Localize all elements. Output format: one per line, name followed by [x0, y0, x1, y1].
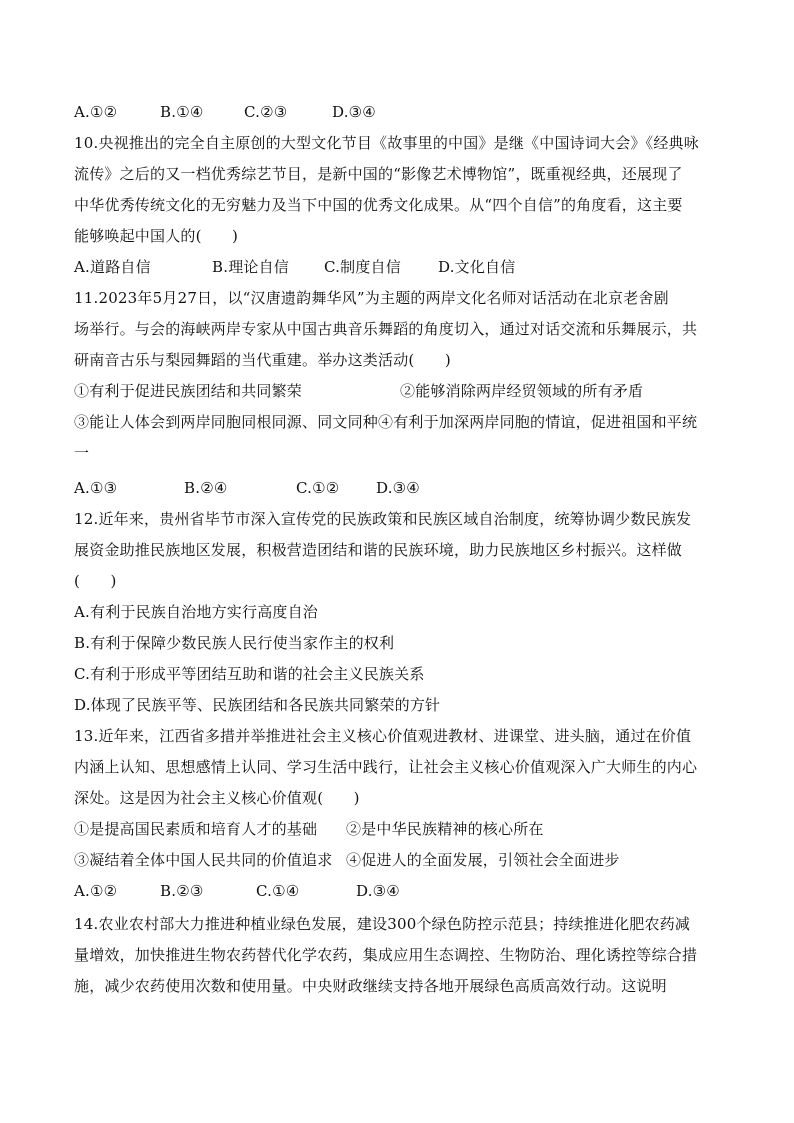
option-a: A.道路自信 [74, 258, 151, 276]
q11-statements-wrap: 一 [74, 444, 90, 462]
q12-stem-line: 12.近年来，贵州省毕节市深入宣传党的民族政策和民族区域自治制度，统筹协调少数民族发 [74, 510, 692, 528]
q10-stem-line: 10.央视推出的完全自主原创的大型文化节目《故事里的中国》是继《中国诗词大会》《经典咏 [74, 134, 699, 152]
q12-option-c: C.有利于形成平等团结互助和谐的社会主义民族关系 [74, 665, 425, 683]
q12-option-a: A.有利于民族自治地方实行高度自治 [74, 603, 319, 621]
option-c: C.制度自信 [324, 258, 401, 276]
option-c: C.②③ [244, 103, 288, 121]
option-a: A.①③ [74, 479, 118, 497]
q12-option-d: D.体现了民族平等、民族团结和各民族共同繁荣的方针 [74, 696, 441, 714]
q13-stem-line: 深处。这是因为社会主义核心价值观( ) [74, 789, 360, 807]
q13-statements-row [74, 850, 724, 870]
q10-stem-line: 中华优秀传统文化的无穷魅力及当下中国的优秀文化成果。从“四个自信”的角度看，这主要 [74, 196, 683, 214]
statement-2: ②是中华民族精神的核心所在 [346, 820, 544, 838]
q11-stem-line: 研南音古乐与梨园舞蹈的当代重建。举办这类活动( ) [74, 351, 451, 369]
option-b: B.②④ [184, 479, 228, 497]
option-a: A.①② [74, 103, 118, 121]
q12-stem-line: 展资金助推民族地区发展，积极营造团结和谐的民族环境，助力民族地区乡村振兴。这样做 [74, 541, 683, 559]
statement-1: ①是提高国民素质和培育人才的基础 [74, 820, 318, 838]
q11-stem-line: 场举行。与会的海峡两岸专家从中国古典音乐舞蹈的角度切入，通过对话交流和乐舞展示，共 [74, 320, 698, 338]
option-c: C.①② [296, 479, 340, 497]
q11-statements-row: ③能让人体会到两岸同胞同根同源、同文同种④有利于加深两岸同胞的情谊，促进祖国和平统 [74, 413, 698, 431]
option-a: A.①② [74, 882, 118, 900]
q11-statements-row [74, 381, 724, 401]
q9-options [74, 102, 724, 122]
q12-option-b: B.有利于保障少数民族人民行使当家作主的权利 [74, 634, 395, 652]
statement-1: ①有利于促进民族团结和共同繁荣 [74, 382, 303, 400]
q14-stem-line: 量增效，加快推进生物农药替代化学农药，集成应用生态调控、生物防治、理化诱控等综合措 [74, 946, 698, 964]
statement-2: ②能够消除两岸经贸领域的所有矛盾 [400, 382, 644, 400]
q13-options [74, 881, 724, 901]
option-d: D.③④ [376, 479, 420, 497]
statement-3: ③凝结着全体中国人民共同的价值追求 [74, 851, 333, 869]
option-d: D.③④ [332, 103, 376, 121]
q13-statements-row [74, 819, 724, 839]
option-d: D.文化自信 [438, 258, 516, 276]
q14-stem-line: 14.农业农村部大力推进种植业绿色发展，建设300个绿色防控示范县；持续推进化肥农药减 [74, 915, 691, 933]
option-c: C.①④ [256, 882, 300, 900]
option-b: B.②③ [160, 882, 204, 900]
q12-stem-line: ( ) [74, 572, 117, 590]
option-b: B.①④ [160, 103, 204, 121]
q10-stem-line: 能够唤起中国人的( ) [74, 227, 239, 245]
q14-stem-line: 施，减少农药使用次数和使用量。中央财政继续支持各地开展绿色高质高效行动。这说明 [74, 977, 667, 995]
option-d: D.③④ [356, 882, 400, 900]
q13-stem-line: 13.近年来，江西省多措并举推进社会主义核心价值观进教材、进课堂、进头脑，通过在价值 [74, 727, 692, 745]
q13-stem-line: 内涵上认知、思想感情上认同、学习生活中践行，让社会主义核心价值观深入广大师生的内心 [74, 758, 698, 776]
q10-stem-line: 流传》之后的又一档优秀综艺节目，是新中国的“影像艺术博物馆”，既重视经典，还展现了 [74, 165, 683, 183]
q11-stem-line: 11.2023年5月27日，以“汉唐遗韵舞华风”为主题的两岸文化名师对话活动在北京老舍剧 [74, 289, 669, 307]
option-b: B.理论自信 [212, 258, 289, 276]
q11-options [74, 478, 724, 498]
statement-4: ④促进人的全面发展，引领社会全面进步 [346, 851, 620, 869]
q10-options [74, 257, 724, 277]
